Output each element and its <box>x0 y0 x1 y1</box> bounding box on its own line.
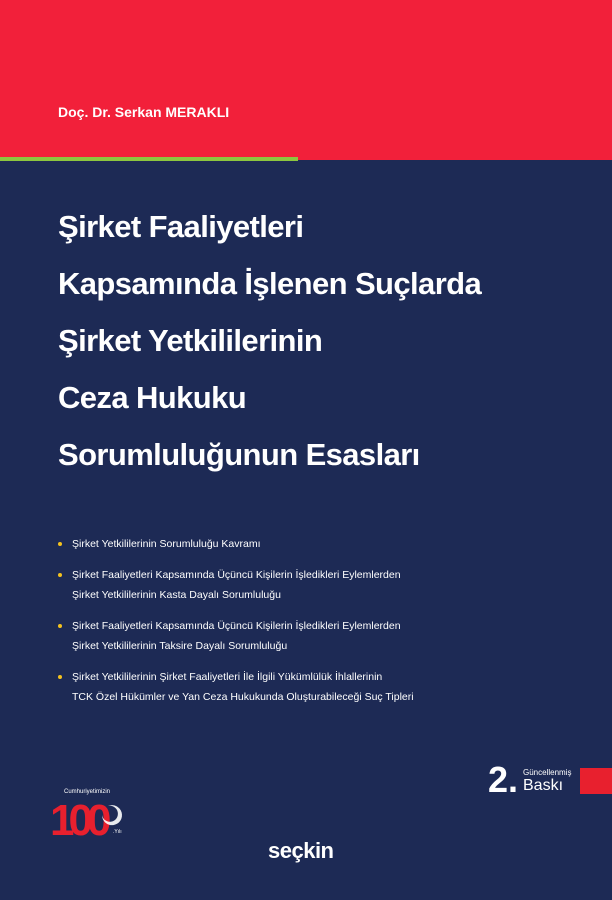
bullet-dot-icon <box>58 675 62 679</box>
list-item-text: TCK Özel Hükümler ve Yan Ceza Hukukunda Oluşturabileceği Suç Tipleri <box>72 691 414 703</box>
list-item <box>58 565 578 605</box>
edition-text: Baskı <box>523 777 564 794</box>
bullet-dot-icon <box>58 624 62 628</box>
centenary-number: 100 <box>50 796 106 845</box>
list-item-text: Şirket Faaliyetleri Kapsamında Üçüncü Kişilerin İşledikleri Eylemlerden <box>72 620 401 632</box>
title-line: Şirket Yetkililerinin <box>58 323 323 358</box>
list-item <box>58 616 578 656</box>
list-item-text: Şirket Yetkililerinin Şirket Faaliyetleri İle İlgili Yükümlülük İhlallerinin <box>72 671 383 683</box>
top-red-band <box>0 0 612 160</box>
edition-number: 2. <box>488 759 519 800</box>
list-item-text: Şirket Faaliyetleri Kapsamında Üçüncü Kişilerin İşledikleri Eylemlerden <box>72 569 401 581</box>
author-name: Doç. Dr. Serkan MERAKLI <box>58 104 230 120</box>
book-title <box>58 198 578 483</box>
topic-list <box>58 534 578 718</box>
title-line: Kapsamında İşlenen Suçlarda <box>58 266 482 301</box>
list-item-text: Şirket Yetkililerinin Sorumluluğu Kavramı <box>72 538 261 550</box>
accent-line <box>0 157 298 161</box>
centenary-logo <box>50 785 130 845</box>
edition-updated-label: Güncellenmiş <box>523 768 572 777</box>
centenary-suffix: .Yılı <box>113 829 122 835</box>
edition-accent-bar <box>580 768 612 794</box>
list-item <box>58 534 578 554</box>
title-line: Ceza Hukuku <box>58 380 247 415</box>
list-item <box>58 667 578 707</box>
publisher-logo: seçkin <box>268 838 334 863</box>
title-line: Sorumluluğunun Esasları <box>58 437 420 472</box>
list-item-text: Şirket Yetkililerinin Kasta Dayalı Sorumluluğu <box>72 589 281 601</box>
list-item-text: Şirket Yetkililerinin Taksire Dayalı Sorumluluğu <box>72 640 288 652</box>
title-line: Şirket Faaliyetleri <box>58 209 304 244</box>
bullet-dot-icon <box>58 542 62 546</box>
bullet-dot-icon <box>58 573 62 577</box>
centenary-caption: Cumhuriyetimizin <box>64 789 111 795</box>
